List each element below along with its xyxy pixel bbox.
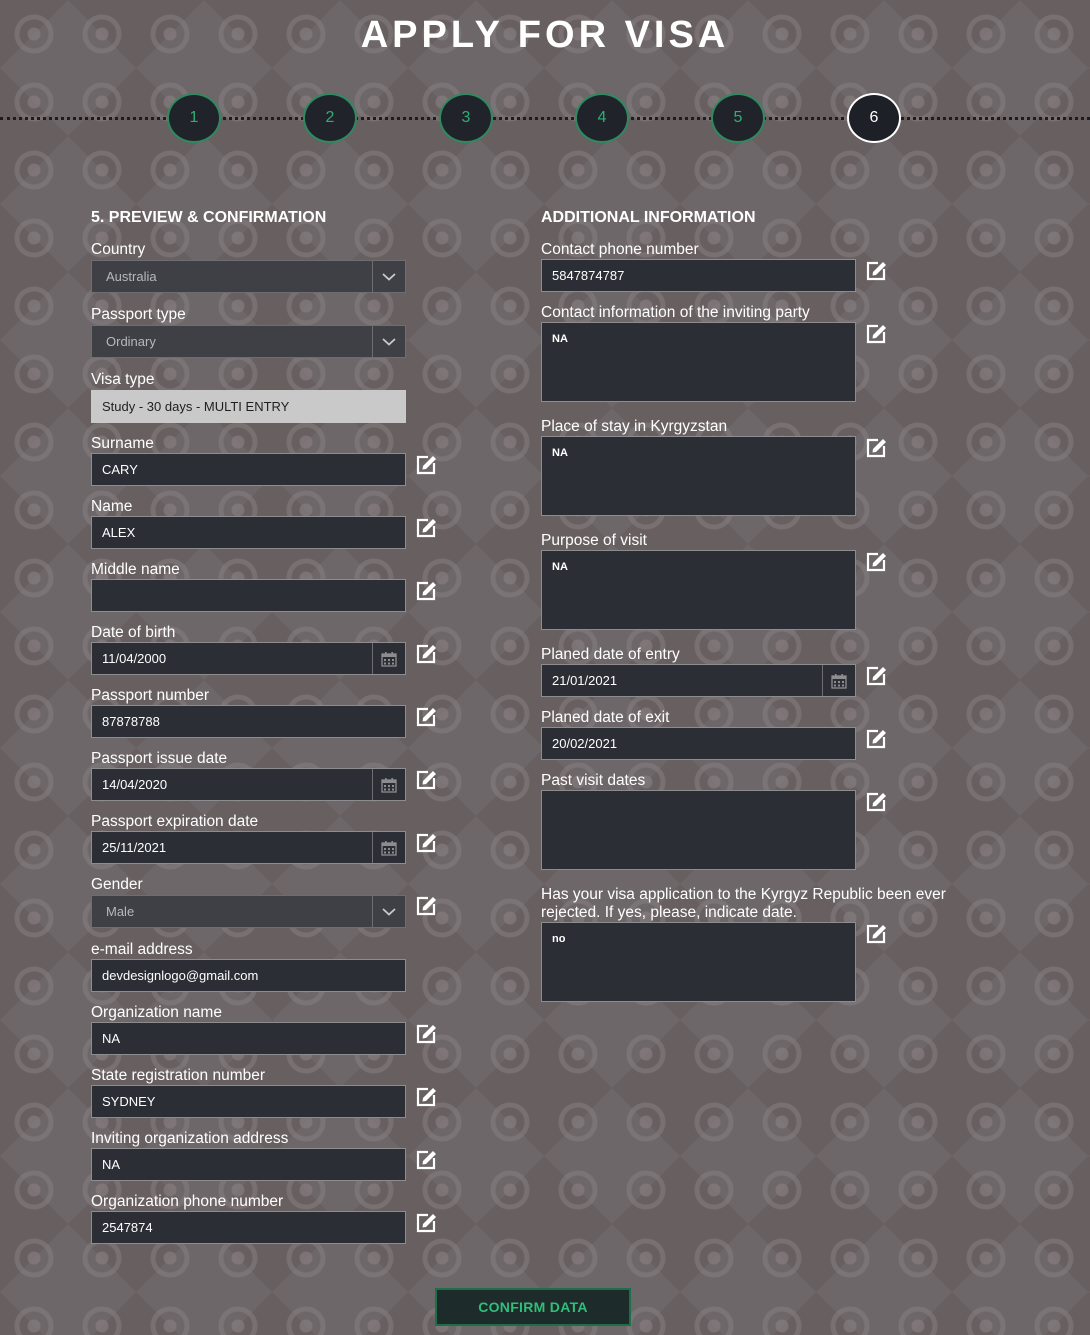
edit-contact-phone-icon[interactable] xyxy=(865,260,887,282)
state-reg-value: SYDNEY xyxy=(102,1094,156,1109)
surname-label: Surname xyxy=(91,435,154,452)
dob-field[interactable] xyxy=(91,642,406,675)
gender-label: Gender xyxy=(91,876,143,893)
edit-exit-date-icon[interactable] xyxy=(865,728,887,750)
inviting-contact-textarea[interactable]: NA xyxy=(541,322,856,402)
passport-issue-field[interactable] xyxy=(91,768,406,801)
place-of-stay-textarea[interactable]: NA xyxy=(541,436,856,516)
org-name-field[interactable] xyxy=(91,1022,406,1055)
confirm-data-button[interactable]: CONFIRM DATA xyxy=(435,1288,631,1326)
edit-rejected-icon[interactable] xyxy=(865,923,887,945)
passport-expiry-label: Passport expiration date xyxy=(91,813,259,830)
org-name-label: Organization name xyxy=(91,1004,222,1021)
name-label: Name xyxy=(91,498,133,515)
country-value: Australia xyxy=(106,269,157,284)
contact-phone-label: Contact phone number xyxy=(541,241,699,258)
country-select[interactable] xyxy=(91,260,406,293)
visa-type-field xyxy=(91,390,406,423)
passport-expiry-value: 25/11/2021 xyxy=(102,840,167,855)
contact-phone-field[interactable] xyxy=(541,259,856,292)
edit-entry-date-icon[interactable] xyxy=(865,665,887,687)
name-field[interactable] xyxy=(91,516,406,549)
passport-expiry-field[interactable] xyxy=(91,831,406,864)
step-2[interactable]: 2 xyxy=(303,93,357,143)
edit-inviting-contact-icon[interactable] xyxy=(865,323,887,345)
additional-info-title: ADDITIONAL INFORMATION xyxy=(541,209,756,226)
edit-inviting-address-icon[interactable] xyxy=(415,1149,437,1171)
step-3[interactable]: 3 xyxy=(439,93,493,143)
edit-middle-name-icon[interactable] xyxy=(415,580,437,602)
chevron-down-icon xyxy=(372,326,405,357)
visa-type-label: Visa type xyxy=(91,371,155,388)
name-value: ALEX xyxy=(102,525,136,540)
chevron-down-icon xyxy=(372,896,405,927)
edit-name-icon[interactable] xyxy=(415,517,437,539)
exit-date-value: 20/02/2021 xyxy=(552,736,618,751)
entry-date-label: Planed date of entry xyxy=(541,646,680,663)
dob-label: Date of birth xyxy=(91,624,176,641)
edit-state-reg-icon[interactable] xyxy=(415,1086,437,1108)
edit-gender-icon[interactable] xyxy=(415,895,437,917)
passport-issue-label: Passport issue date xyxy=(91,750,228,767)
calendar-icon[interactable] xyxy=(372,769,405,800)
passport-type-label: Passport type xyxy=(91,306,186,323)
org-name-value: NA xyxy=(102,1031,121,1046)
edit-passport-expiry-icon[interactable] xyxy=(415,832,437,854)
edit-passport-number-icon[interactable] xyxy=(415,706,437,728)
edit-org-name-icon[interactable] xyxy=(415,1023,437,1045)
rejected-label: Has your visa application to the Kyrgyz Republic been ever rejected. If yes, please, indicate date. xyxy=(541,886,946,921)
chevron-down-icon xyxy=(372,261,405,292)
surname-field[interactable] xyxy=(91,453,406,486)
gender-select[interactable] xyxy=(91,895,406,928)
passport-number-field[interactable] xyxy=(91,705,406,738)
edit-org-phone-icon[interactable] xyxy=(415,1212,437,1234)
step-5[interactable]: 5 xyxy=(711,93,765,143)
gender-value: Male xyxy=(106,904,135,919)
dob-value: 11/04/2000 xyxy=(102,651,167,666)
passport-number-label: Passport number xyxy=(91,687,210,704)
edit-dob-icon[interactable] xyxy=(415,643,437,665)
passport-type-select[interactable] xyxy=(91,325,406,358)
state-reg-label: State registration number xyxy=(91,1067,266,1084)
exit-date-field[interactable] xyxy=(541,727,856,760)
org-phone-value: 2547874 xyxy=(102,1220,153,1235)
step-1[interactable]: 1 xyxy=(167,93,221,143)
edit-surname-icon[interactable] xyxy=(415,454,437,476)
email-field[interactable] xyxy=(91,959,406,992)
state-reg-field[interactable] xyxy=(91,1085,406,1118)
calendar-icon[interactable] xyxy=(372,832,405,863)
edit-purpose-icon[interactable] xyxy=(865,551,887,573)
step-6[interactable]: 6 xyxy=(847,93,901,143)
inviting-address-field[interactable] xyxy=(91,1148,406,1181)
edit-place-of-stay-icon[interactable] xyxy=(865,437,887,459)
past-visits-textarea[interactable] xyxy=(541,790,856,870)
middle-name-field[interactable] xyxy=(91,579,406,612)
edit-passport-issue-icon[interactable] xyxy=(415,769,437,791)
exit-date-label: Planed date of exit xyxy=(541,709,670,726)
surname-value: CARY xyxy=(102,462,138,477)
middle-name-label: Middle name xyxy=(91,561,180,578)
passport-issue-value: 14/04/2020 xyxy=(102,777,168,792)
contact-phone-value: 5847874787 xyxy=(552,268,625,283)
org-phone-label: Organization phone number xyxy=(91,1193,284,1210)
inviting-contact-label: Contact information of the inviting party xyxy=(541,304,810,321)
rejected-textarea[interactable]: no xyxy=(541,922,856,1002)
calendar-icon[interactable] xyxy=(822,665,855,696)
place-of-stay-label: Place of stay in Kyrgyzstan xyxy=(541,418,728,435)
email-label: e-mail address xyxy=(91,941,193,958)
org-phone-field[interactable] xyxy=(91,1211,406,1244)
purpose-textarea[interactable]: NA xyxy=(541,550,856,630)
purpose-label: Purpose of visit xyxy=(541,532,647,549)
passport-type-value: Ordinary xyxy=(106,334,156,349)
page-title: APPLY FOR VISA xyxy=(360,14,730,56)
calendar-icon[interactable] xyxy=(372,643,405,674)
steps-connector xyxy=(0,117,1090,120)
inviting-address-label: Inviting organization address xyxy=(91,1130,289,1147)
edit-past-visits-icon[interactable] xyxy=(865,791,887,813)
visa-type-value: Study - 30 days - MULTI ENTRY xyxy=(102,399,290,414)
entry-date-value: 21/01/2021 xyxy=(552,673,618,688)
country-label: Country xyxy=(91,241,146,258)
passport-number-value: 87878788 xyxy=(102,714,160,729)
email-value: devdesignlogo@gmail.com xyxy=(102,968,259,983)
past-visits-label: Past visit dates xyxy=(541,772,646,789)
entry-date-field[interactable] xyxy=(541,664,856,697)
inviting-address-value: NA xyxy=(102,1157,121,1172)
preview-section-title: 5. PREVIEW & CONFIRMATION xyxy=(91,209,327,226)
step-4[interactable]: 4 xyxy=(575,93,629,143)
